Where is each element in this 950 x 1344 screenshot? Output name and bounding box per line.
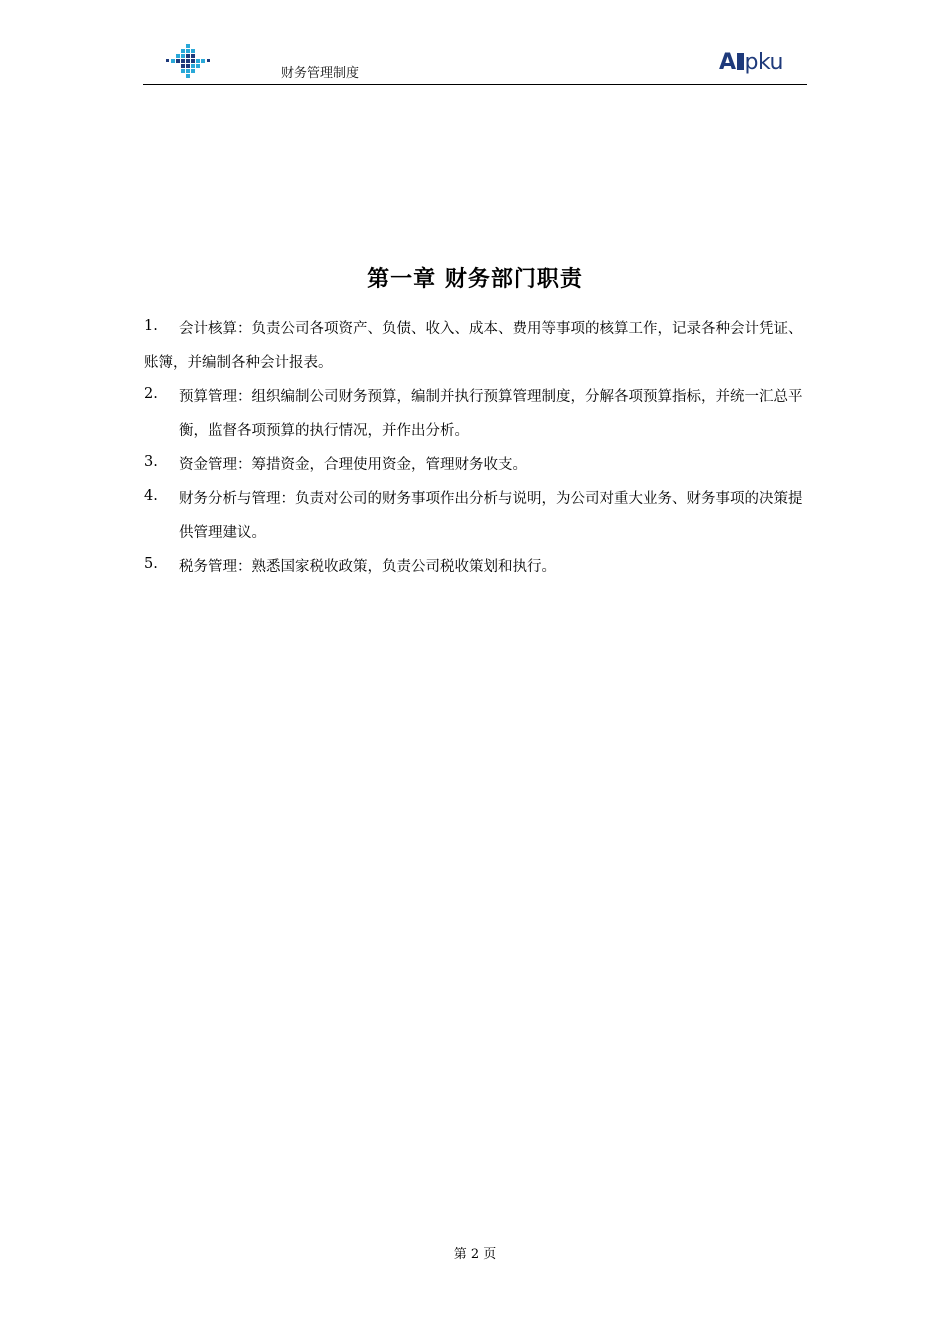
list-item-text: 预算管理：组织编制公司财务预算，编制并执行预算管理制度，分解各项预算指标，并统一汇总平衡，监督各项预算的执行情况，并作出分析。 xyxy=(179,389,803,439)
list-item-number: 3. xyxy=(144,454,158,470)
diamond-s-logo-icon xyxy=(166,42,212,82)
list-item-number: 1. xyxy=(144,318,158,334)
list-item-text: 税务管理：熟悉国家税收政策，负责公司税收策划和执行。 xyxy=(179,559,556,575)
brand-logo xyxy=(719,50,783,76)
list-item-number: 4. xyxy=(144,488,158,504)
list-item-text: 会计核算：负责公司各项资产、负债、收入、成本、费用等事项的核算工作，记录各种会计凭证、账簿，并编制各种会计报表。 xyxy=(144,321,803,371)
list-item xyxy=(144,448,808,482)
header-document-title: 财务管理制度 xyxy=(281,66,360,81)
list-item xyxy=(144,482,808,550)
list-item-number: 2. xyxy=(144,386,158,402)
list-item xyxy=(144,380,808,448)
list-item-text: 资金管理：筹措资金，合理使用资金，管理财务收支。 xyxy=(179,457,527,473)
header-divider xyxy=(143,84,807,85)
chapter-title: 第一章 财务部门职责 xyxy=(367,266,583,292)
list-item-text: 财务分析与管理：负责对公司的财务事项作出分析与说明，为公司对重大业务、财务事项的决策提供管理建议。 xyxy=(179,491,803,541)
list-item-number: 5. xyxy=(144,556,158,572)
list-item xyxy=(144,550,808,584)
responsibility-list xyxy=(144,312,808,584)
page-header xyxy=(0,0,950,90)
brand-logo-bar xyxy=(737,53,744,70)
list-item xyxy=(144,312,808,380)
page-number: 第 2 页 xyxy=(453,1247,497,1262)
brand-logo-text: pku xyxy=(744,50,784,75)
brand-logo-letter: A xyxy=(719,50,736,75)
